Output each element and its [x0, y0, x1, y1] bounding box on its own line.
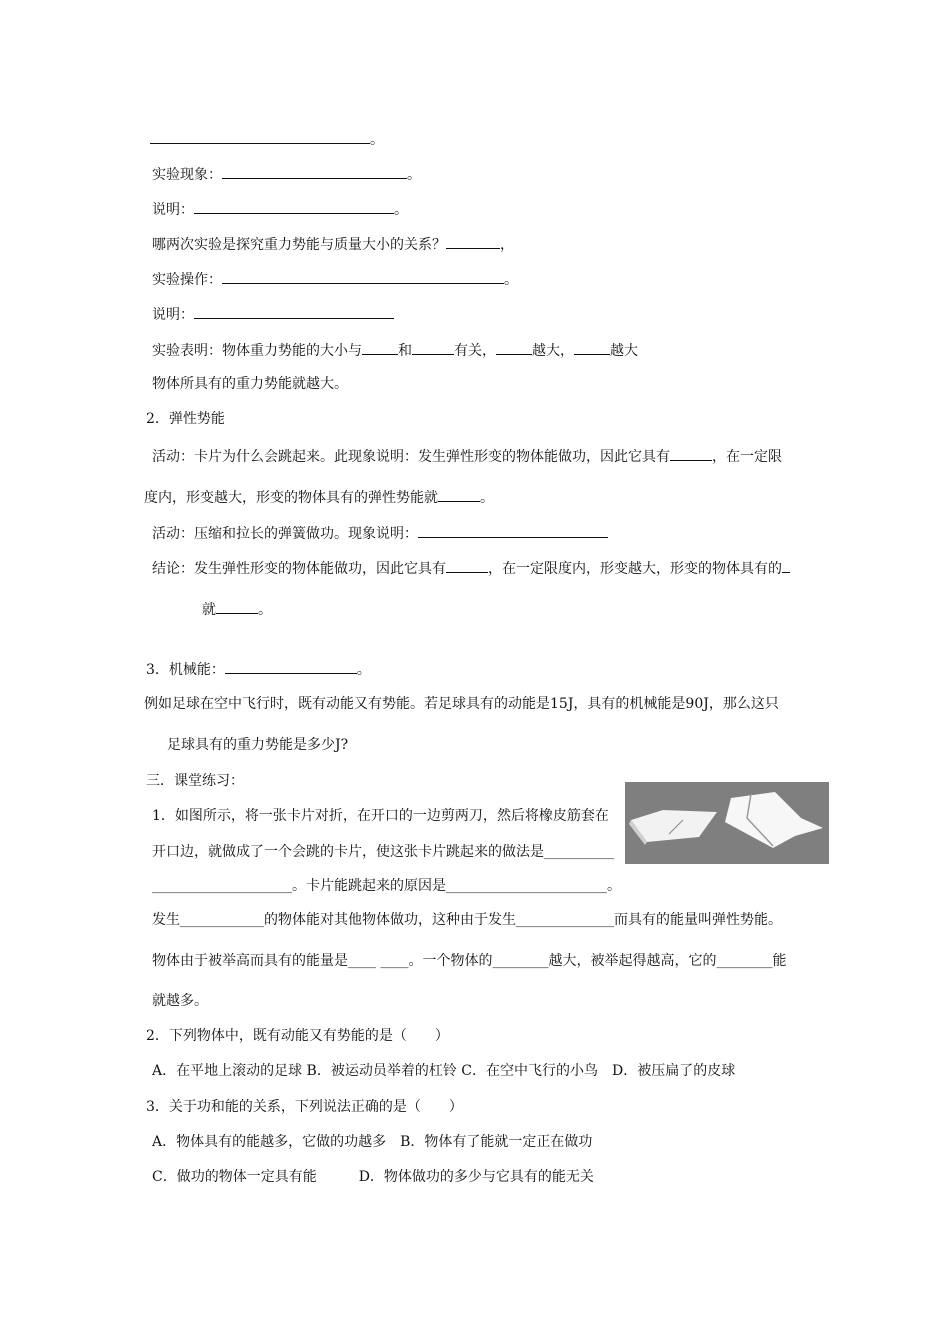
- line-12: 活动：压缩和拉长的弹簧做功。现象说明：: [152, 522, 608, 544]
- answer-blank[interactable]: [412, 339, 454, 355]
- answer-blank[interactable]: [222, 163, 407, 179]
- question-3-options-ab: A．物体具有的能越多，它做的功越多 B．物体有了能就一定正在做功: [152, 1134, 593, 1150]
- line-21: ____________________。卡片能跳起来的原因是_______________________。: [152, 878, 621, 894]
- line-8: 物体所具有的重力势能就越大。: [152, 376, 348, 392]
- answer-blank[interactable]: [574, 339, 610, 355]
- answer-blank[interactable]: [446, 233, 500, 249]
- line-19: 1．如图所示，将一张卡片对折，在开口的一边剪两刀，然后将橡皮筋套在: [152, 808, 609, 824]
- line-11: 度内，形变越大，形变的物体具有的弹性势能就 。: [144, 486, 494, 508]
- question-3-options-cd: C．做功的物体一定具有能 D．物体做功的多少与它具有的能无关: [152, 1169, 594, 1185]
- line-1: 。: [150, 128, 384, 150]
- line-13: 结论：发生弹性形变的物体能做功，因此它具有 ，在一定限度内，形变越大，形变的物体具有的: [152, 557, 790, 579]
- line-14: 就 。: [202, 598, 272, 620]
- answer-blank[interactable]: [150, 128, 370, 144]
- line-7: 实验表明：物体重力势能的大小与 和 有关， 越大， 越大: [152, 339, 638, 361]
- line-10: 活动：卡片为什么会跳起来。此现象说明：发生弹性形变的物体能做功，因此它具有 ，在一定限: [152, 445, 782, 467]
- line-22: 发生____________的物体能对其他物体做功，这种由于发生______________而具有的能量叫弹性势能。: [152, 912, 782, 928]
- line-3: 说明： 。: [152, 198, 408, 220]
- line-6: 说明：: [152, 303, 394, 325]
- answer-blank[interactable]: [446, 557, 488, 573]
- question-2-options: A．在平地上滚动的足球 B．被运动员举着的杠铃 C．在空中飞行的小鸟 D．被压扁了的皮球: [152, 1063, 736, 1079]
- card-folded: [725, 792, 823, 848]
- section-heading-practice: 三．课堂练习：: [146, 773, 244, 789]
- line-23: 物体由于被举高而具有的能量是____ ____。一个物体的________越大，被举起得越高，它的________能: [152, 953, 787, 969]
- line-20: 开口边，就做成了一个会跳的卡片，使这张卡片跳起来的做法是__________: [152, 844, 614, 860]
- answer-blank[interactable]: [222, 268, 504, 284]
- question-2: 2．下列物体中，既有动能又有势能的是（ ）: [146, 1028, 449, 1044]
- line-5: 实验操作： 。: [152, 268, 518, 290]
- answer-blank[interactable]: [670, 445, 712, 461]
- line-2: 实验现象： 。: [152, 163, 421, 185]
- line-4: 哪两次实验是探究重力势能与质量大小的关系？ ，: [152, 233, 514, 255]
- answer-blank[interactable]: [362, 339, 398, 355]
- answer-blank[interactable]: [225, 658, 357, 674]
- answer-blank[interactable]: [216, 598, 258, 614]
- line-24: 就越多。: [152, 993, 208, 1009]
- folded-jumping-card-illustration: [625, 782, 829, 864]
- section-heading-elastic: 2．弹性势能: [146, 411, 225, 427]
- line-17: 足球具有的重力势能是多少J?: [167, 737, 349, 753]
- answer-blank[interactable]: [438, 486, 480, 502]
- answer-blank[interactable]: [418, 522, 608, 538]
- card-flat: [631, 810, 717, 842]
- answer-blank[interactable]: [782, 557, 790, 573]
- line-15: 3．机械能： 。: [146, 658, 371, 680]
- answer-blank[interactable]: [194, 198, 394, 214]
- answer-blank[interactable]: [194, 303, 394, 319]
- question-3: 3．关于功和能的关系，下列说法正确的是（ ）: [146, 1099, 463, 1115]
- folded-card-figure: [625, 782, 829, 864]
- answer-blank[interactable]: [496, 339, 532, 355]
- line-16: 例如足球在空中飞行时，既有动能又有势能。若足球具有的动能是15J，具有的机械能是90J，那么这只: [144, 696, 779, 712]
